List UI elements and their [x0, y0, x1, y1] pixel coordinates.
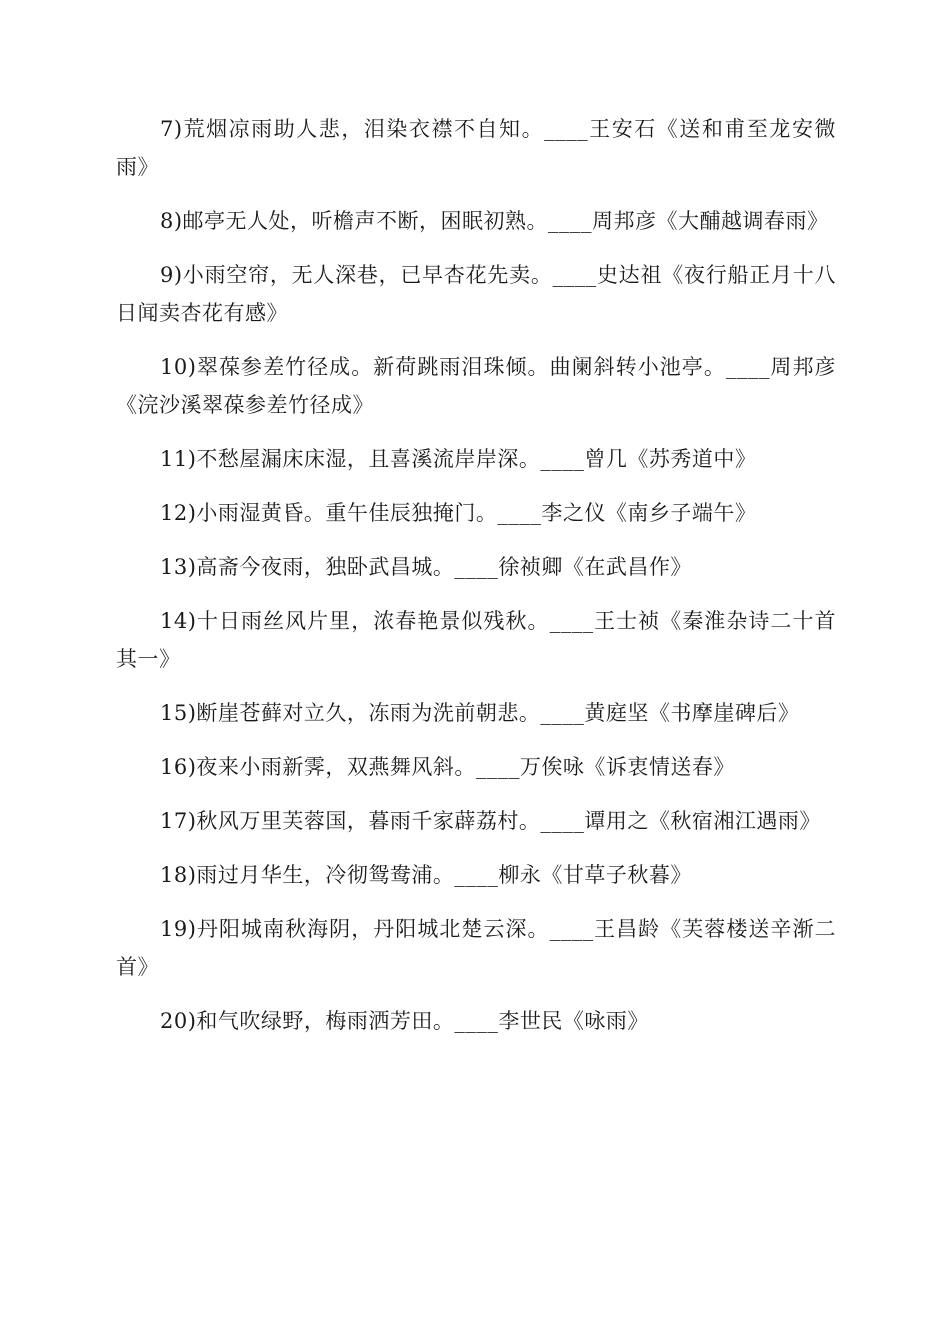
list-item: 9)小雨空帘，无人深巷，已早杏花先卖。____史达祖《夜行船正月十八日闻卖杏花有感》	[116, 263, 836, 325]
list-item: 19)丹阳城南秋海阴，丹阳城北楚云深。____王昌龄《芙蓉楼送辛渐二首》	[116, 917, 836, 979]
poem-list	[116, 110, 836, 1056]
list-item: 11)不愁屋漏床床湿，且喜溪流岸岸深。____曾几《苏秀道中》	[160, 447, 757, 471]
list-item: 20)和气吹绿野，梅雨洒芳田。____李世民《咏雨》	[160, 1009, 649, 1033]
list-item: 13)高斋今夜雨，独卧武昌城。____徐祯卿《在武昌作》	[160, 555, 692, 579]
list-item: 8)邮亭无人处，听檐声不断，困眠初熟。____周邦彦《大酺越调春雨》	[160, 209, 829, 233]
list-item: 14)十日雨丝风片里，浓春艳景似残秋。____王士祯《秦淮杂诗二十首其一》	[116, 609, 836, 671]
list-item: 15)断崖苍藓对立久，冻雨为洗前朝悲。____黄庭坚《书摩崖碑后》	[160, 701, 800, 725]
list-item: 10)翠葆参差竹径成。新荷跳雨泪珠倾。曲阑斜转小池亭。____周邦彦《浣沙溪翠葆参差竹径成》	[116, 355, 836, 417]
list-item: 16)夜来小雨新霁，双燕舞风斜。____万俟咏《诉衷情送春》	[160, 755, 735, 779]
list-item: 7)荒烟凉雨助人悲，泪染衣襟不自知。____王安石《送和甫至龙安微雨》	[116, 117, 836, 179]
list-item: 17)秋风万里芙蓉国，暮雨千家薜荔村。____谭用之《秋宿湘江遇雨》	[160, 809, 821, 833]
list-item: 12)小雨湿黄昏。重午佳辰独掩门。____李之仪《南乡子端午》	[160, 501, 757, 525]
list-item: 18)雨过月华生，冷彻鸳鸯浦。____柳永《甘草子秋暮》	[160, 863, 692, 887]
